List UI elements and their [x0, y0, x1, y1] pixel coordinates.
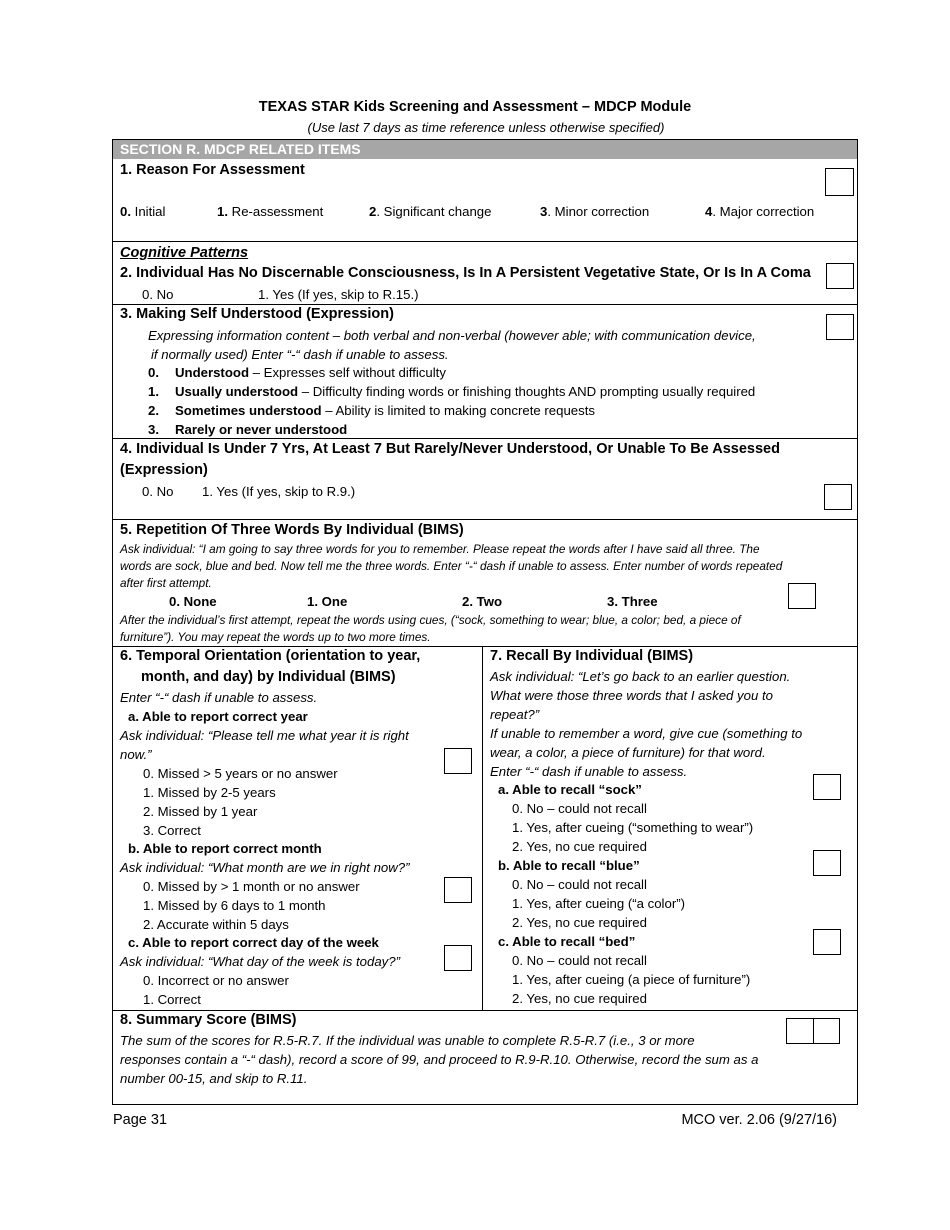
- q7b-title: b. Able to recall “blue”: [498, 858, 640, 873]
- q5-option-2: 2. Two: [462, 594, 503, 609]
- q7c-title: c. Able to recall “bed”: [498, 934, 636, 949]
- q4-title: (Expression): [120, 462, 208, 478]
- q5-option-1: 1. One: [307, 594, 348, 609]
- q6b-option: 0. Missed by > 1 month or no answer: [143, 879, 360, 894]
- q6a-question: now.”: [120, 747, 152, 762]
- q7a-title: a. Able to recall “sock”: [498, 782, 642, 797]
- q6a-option: 2. Missed by 1 year: [143, 804, 258, 819]
- q8-answer-box-ones[interactable]: [813, 1018, 840, 1044]
- q7a-option: 0. No – could not recall: [512, 801, 647, 816]
- q6-instruction: Enter “-“ dash if unable to assess.: [120, 690, 318, 705]
- q6b-answer-box[interactable]: [444, 877, 472, 903]
- q7-question: repeat?”: [490, 707, 540, 722]
- q6a-option: 0. Missed > 5 years or no answer: [143, 766, 338, 781]
- q1-option-2: 2. Significant change: [369, 204, 492, 219]
- q6a-question: Ask individual: “Please tell me what year it is right: [120, 728, 409, 743]
- q2-option-1: 1. Yes (If yes, skip to R.15.): [258, 287, 419, 302]
- page-number: Page 31: [113, 1112, 168, 1128]
- q5-followup: After the individual’s first attempt, repeat the words using cues, (“sock, something to wear; blue, a color; bed, a piece of: [120, 613, 741, 627]
- q7-instruction: Enter “-“ dash if unable to assess.: [490, 764, 688, 779]
- q5-instruction: after first attempt.: [120, 576, 212, 590]
- divider: [113, 438, 857, 439]
- q7-question: Ask individual: “Let’s go back to an earlier question.: [490, 669, 791, 684]
- divider: [113, 1010, 857, 1011]
- q7c-answer-box[interactable]: [813, 929, 841, 955]
- q3-option-1: 1. Usually understood – Difficulty finding words or finishing thoughts AND prompting usually required: [148, 384, 756, 399]
- assessment-form: [112, 139, 858, 1105]
- q5-followup: furniture”). You may repeat the words up to two more times.: [120, 630, 431, 644]
- cognitive-patterns-heading: Cognitive Patterns: [120, 245, 249, 261]
- section-header: SECTION R. MDCP RELATED ITEMS: [113, 140, 857, 159]
- q6c-option: 0. Incorrect or no answer: [143, 973, 289, 988]
- q4-answer-box[interactable]: [824, 484, 852, 510]
- q2-answer-box[interactable]: [826, 263, 854, 289]
- q6c-question: Ask individual: “What day of the week is today?”: [120, 954, 401, 969]
- q7a-option: 2. Yes, no cue required: [512, 839, 647, 854]
- q6a-answer-box[interactable]: [444, 748, 472, 774]
- q7b-option: 0. No – could not recall: [512, 877, 647, 892]
- q3-instruction: if normally used) Enter “-“ dash if unable to assess.: [151, 347, 449, 362]
- q7-question: What were those three words that I asked you to: [490, 688, 773, 703]
- q1-answer-box[interactable]: [825, 168, 854, 196]
- q7c-option: 1. Yes, after cueing (a piece of furniture”): [512, 972, 751, 987]
- q3-title: 3. Making Self Understood (Expression): [120, 306, 394, 322]
- q7-title: 7. Recall By Individual (BIMS): [490, 648, 694, 664]
- q6a-option: 1. Missed by 2-5 years: [143, 785, 276, 800]
- q8-instruction: number 00-15, and skip to R.11.: [120, 1071, 308, 1086]
- q1-option-0: 0. Initial: [120, 204, 166, 219]
- q6b-option: 2. Accurate within 5 days: [143, 917, 289, 932]
- q7b-answer-box[interactable]: [813, 850, 841, 876]
- q3-option-2: 2. Sometimes understood – Ability is limited to making concrete requests: [148, 403, 595, 418]
- q6b-question: Ask individual: “What month are we in right now?”: [120, 860, 410, 875]
- divider: [113, 519, 857, 520]
- q3-option-3: 3. Rarely or never understood: [148, 422, 348, 437]
- q6-title: 6. Temporal Orientation (orientation to year,: [120, 648, 421, 664]
- q3-answer-box[interactable]: [826, 314, 854, 340]
- q1-option-4: 4. Major correction: [705, 204, 815, 219]
- form-version: MCO ver. 2.06 (9/27/16): [681, 1112, 837, 1128]
- q5-title: 5. Repetition Of Three Words By Individual (BIMS): [120, 522, 464, 538]
- divider: [113, 241, 857, 242]
- q3-option-0: 0. Understood – Expresses self without difficulty: [148, 365, 446, 380]
- q5-instruction: Ask individual: “I am going to say three words for you to remember. Please repeat the words after I have said all three. The: [120, 542, 760, 556]
- q1-option-1: 1. Re-assessment: [217, 204, 324, 219]
- q6b-option: 1. Missed by 6 days to 1 month: [143, 898, 326, 913]
- q6a-title: a. Able to report correct year: [128, 709, 308, 724]
- q4-option-1: 1. Yes (If yes, skip to R.9.): [202, 484, 356, 499]
- q3-instruction: Expressing information content – both verbal and non-verbal (however able; with communication device,: [148, 328, 756, 343]
- column-divider: [482, 646, 483, 1010]
- q8-instruction: responses contain a “-“ dash), record a score of 99, and proceed to R.9-R.10. Otherwise, record the sum as a: [120, 1052, 759, 1067]
- q6c-option: 1. Correct: [143, 992, 201, 1007]
- q7b-option: 1. Yes, after cueing (“a color”): [512, 896, 685, 911]
- q6c-answer-box[interactable]: [444, 945, 472, 971]
- q7a-option: 1. Yes, after cueing (“something to wear”): [512, 820, 754, 835]
- form-title: TEXAS STAR Kids Screening and Assessment – MDCP Module: [258, 99, 692, 115]
- form-subtitle: (Use last 7 days as time reference unless otherwise specified): [307, 120, 665, 135]
- q8-answer-box-tens[interactable]: [786, 1018, 814, 1044]
- q5-option-0: 0. None: [169, 594, 217, 609]
- q7b-option: 2. Yes, no cue required: [512, 915, 647, 930]
- q2-option-0: 0. No: [142, 287, 174, 302]
- q7-cue-instruction: wear, a color, a piece of furniture) for that word.: [490, 745, 766, 760]
- q7c-option: 0. No – could not recall: [512, 953, 647, 968]
- q8-title: 8. Summary Score (BIMS): [120, 1012, 297, 1028]
- q7a-answer-box[interactable]: [813, 774, 841, 800]
- q1-option-3: 3. Minor correction: [540, 204, 650, 219]
- q6-title: month, and day) by Individual (BIMS): [141, 669, 396, 685]
- divider: [113, 646, 857, 647]
- q7-cue-instruction: If unable to remember a word, give cue (something to: [490, 726, 803, 741]
- q5-answer-box[interactable]: [788, 583, 816, 609]
- q6a-option: 3. Correct: [143, 823, 201, 838]
- q5-instruction: words are sock, blue and bed. Now tell me the three words. Enter “-“ dash if unable to assess. Enter number of words repeated: [120, 559, 783, 573]
- q4-option-0: 0. No: [142, 484, 174, 499]
- q6b-title: b. Able to report correct month: [128, 841, 322, 856]
- q2-title: 2. Individual Has No Discernable Consciousness, Is In A Persistent Vegetative State, Or Is In A Coma: [120, 265, 811, 281]
- q5-option-3: 3. Three: [607, 594, 658, 609]
- q7c-option: 2. Yes, no cue required: [512, 991, 647, 1006]
- q6c-title: c. Able to report correct day of the week: [128, 935, 379, 950]
- q8-instruction: The sum of the scores for R.5-R.7. If the individual was unable to complete R.5-R.7 (i.e., 3 or more: [120, 1033, 695, 1048]
- divider: [113, 304, 857, 305]
- q4-title: 4. Individual Is Under 7 Yrs, At Least 7 But Rarely/Never Understood, Or Unable To Be Assessed: [120, 441, 780, 457]
- q1-title: 1. Reason For Assessment: [120, 162, 305, 178]
